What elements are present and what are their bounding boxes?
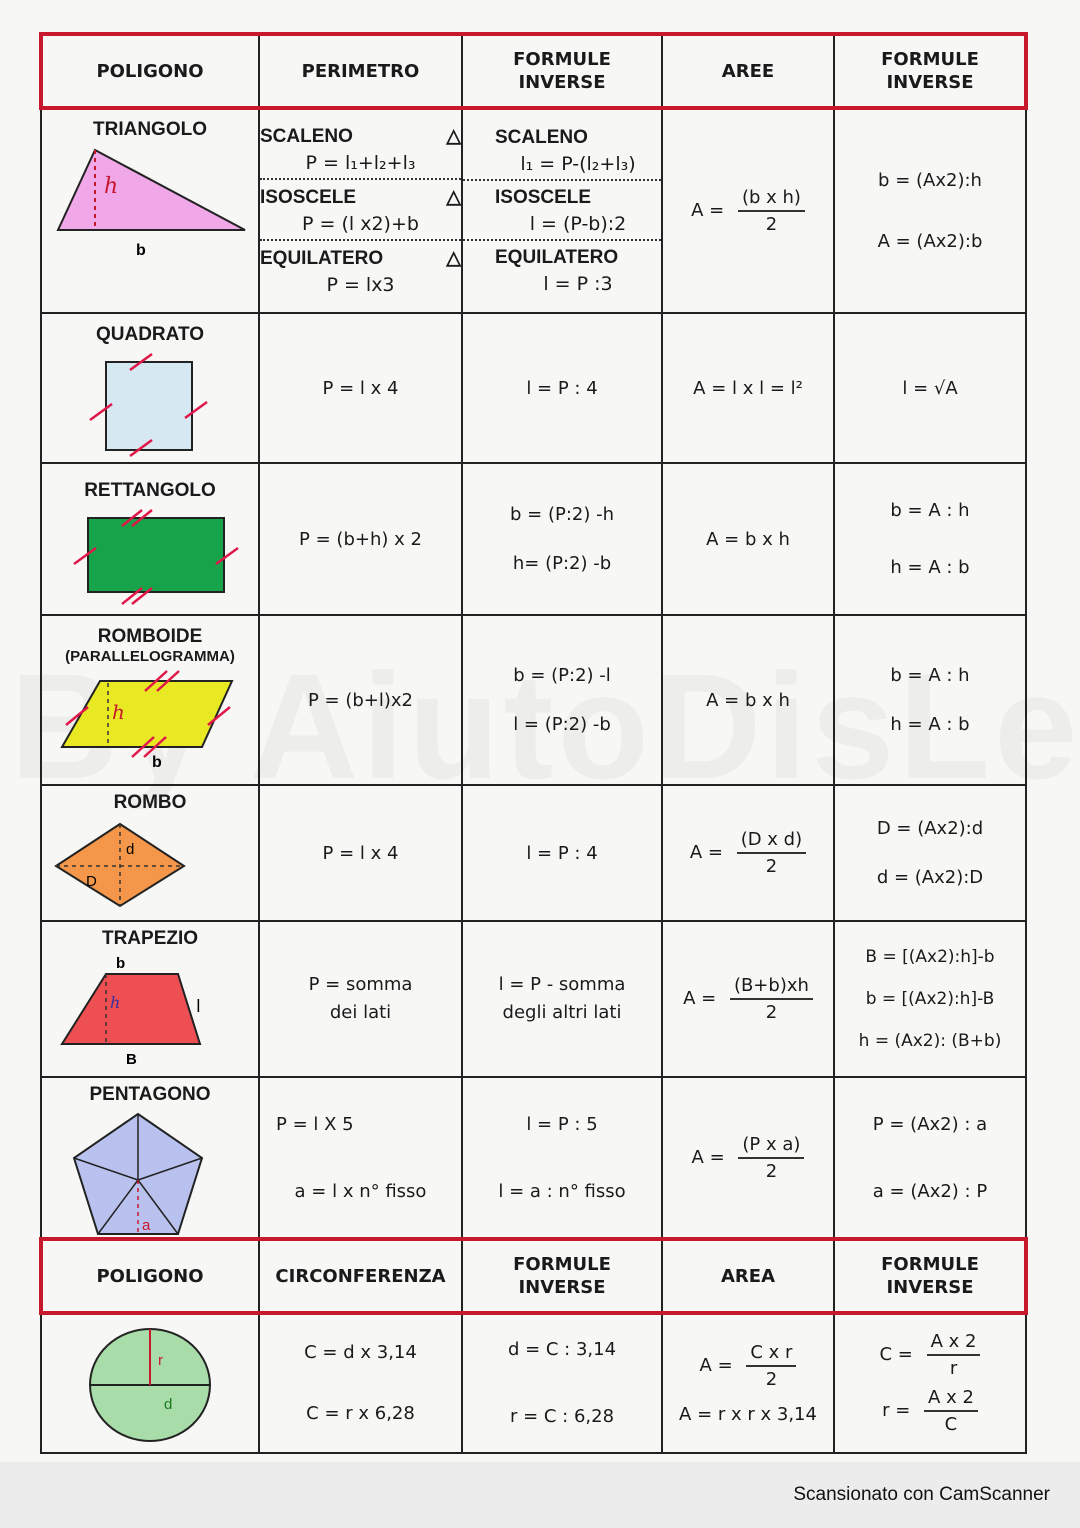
type-scaleno: SCALENO bbox=[260, 125, 353, 147]
perimeter-rombo: P = l x 4 bbox=[259, 785, 462, 921]
row-pentagono bbox=[41, 1077, 1026, 1239]
svg-text:h: h bbox=[104, 174, 119, 199]
rectangle-icon bbox=[50, 506, 250, 606]
shape-cell-romboide bbox=[41, 615, 259, 785]
area-prefix: A = bbox=[691, 199, 725, 221]
shape-name: ROMBO bbox=[113, 792, 187, 813]
inverse-2: h= (P:2) -b bbox=[512, 553, 612, 574]
triangle-icon bbox=[50, 145, 250, 255]
area-pentagono bbox=[662, 1077, 834, 1239]
row-triangolo bbox=[41, 108, 1026, 313]
perimeter-trapezio bbox=[259, 921, 462, 1077]
isosceles-triangle-icon: △ bbox=[446, 187, 461, 208]
circle-area-inverse-1 bbox=[835, 1331, 1025, 1379]
svg-text:B: B bbox=[126, 1051, 137, 1068]
denominator: 2 bbox=[765, 856, 778, 877]
inverse-trapezio bbox=[462, 921, 662, 1077]
inverse-type-equilatero: EQUILATERO bbox=[495, 246, 619, 268]
parallelogram-icon bbox=[50, 669, 250, 769]
type-equilatero: EQUILATERO bbox=[260, 247, 384, 269]
inverse-fraction bbox=[924, 1387, 978, 1435]
circumference-2: C = r x 6,28 bbox=[306, 1403, 415, 1424]
svg-text:r: r bbox=[158, 1352, 163, 1369]
scanner-footer: Scansionato con CamScanner bbox=[793, 1484, 1050, 1505]
area-inverse-1: P = (Ax2) : a bbox=[872, 1114, 988, 1135]
shape-cell-triangolo bbox=[41, 108, 259, 313]
pentagon-icon bbox=[50, 1110, 250, 1238]
circle-inverse-cell bbox=[462, 1313, 662, 1453]
area-fraction bbox=[746, 1342, 796, 1390]
triangle-area-cell bbox=[662, 108, 834, 313]
shape-name: ROMBOIDE bbox=[97, 626, 203, 647]
inverse-1: b = (P:2) -l bbox=[513, 665, 611, 686]
triangle-area-inverse-cell bbox=[834, 108, 1026, 313]
area-inverse-2: h = A : b bbox=[890, 714, 970, 735]
header-area: AREA bbox=[662, 1239, 834, 1313]
area-fraction bbox=[737, 829, 806, 877]
area-inverse-rettangolo bbox=[834, 463, 1026, 615]
circumference-cell bbox=[259, 1313, 462, 1453]
area-fraction bbox=[738, 1134, 804, 1182]
inverse-type-isoscele: ISOSCELE bbox=[495, 186, 592, 208]
numerator: A x 2 bbox=[924, 1387, 978, 1412]
inverse-line-1: l = P : 5 bbox=[526, 1114, 598, 1135]
svg-text:b: b bbox=[152, 754, 162, 769]
row-rombo bbox=[41, 785, 1026, 921]
area-inverse-trapezio bbox=[834, 921, 1026, 1077]
perimeter-pentagono bbox=[259, 1077, 462, 1239]
area-trapezio bbox=[662, 921, 834, 1077]
shape-cell-pentagono bbox=[41, 1077, 259, 1239]
numerator: C x r bbox=[746, 1342, 796, 1367]
inverse-scaleno: l₁ = P-(l₂+l₃) bbox=[520, 152, 636, 175]
area-inverse-romboide bbox=[834, 615, 1026, 785]
perimeter-equilatero: P = lx3 bbox=[326, 274, 395, 296]
area-rombo bbox=[662, 785, 834, 921]
svg-text:a: a bbox=[142, 1217, 151, 1234]
circle-inverse-2: r = C : 6,28 bbox=[509, 1406, 615, 1427]
type-isoscele: ISOSCELE bbox=[260, 186, 357, 208]
circle-inverse-1: d = C : 3,14 bbox=[507, 1339, 617, 1360]
inverse-line-1: l = P - somma bbox=[498, 974, 626, 995]
perimeter-rettangolo: P = (b+h) x 2 bbox=[259, 463, 462, 615]
circle-area-inverse-cell bbox=[834, 1313, 1026, 1453]
circle-icon bbox=[50, 1325, 250, 1445]
header-aree: AREE bbox=[662, 34, 834, 108]
inverse-prefix: r = bbox=[882, 1400, 911, 1421]
row-cerchio bbox=[41, 1313, 1026, 1453]
area-inverse-quadrato: l = √A bbox=[834, 313, 1026, 463]
header-formule-inverse: FORMULE INVERSE bbox=[462, 34, 662, 108]
circle-area-cell bbox=[662, 1313, 834, 1453]
shape-cell-quadrato bbox=[41, 313, 259, 463]
svg-text:d: d bbox=[126, 841, 135, 858]
shape-name: QUADRATO bbox=[95, 324, 205, 345]
header-circonferenza: CIRCONFERENZA bbox=[259, 1239, 462, 1313]
area-inverse-1: b = A : h bbox=[890, 665, 970, 686]
inverse-quadrato: l = P : 4 bbox=[462, 313, 662, 463]
area-prefix: A = bbox=[691, 1147, 725, 1168]
inverse-line-2: degli altri lati bbox=[502, 1002, 622, 1023]
inverse-fraction bbox=[927, 1331, 981, 1379]
perimeter-line-1: P = somma bbox=[308, 974, 413, 995]
perimeter-scaleno: P = l₁+l₂+l₃ bbox=[305, 152, 416, 174]
circle-area-2: A = r x r x 3,14 bbox=[679, 1403, 817, 1425]
perimeter-line-2: a = l x n° fisso bbox=[294, 1181, 427, 1202]
header-perimetro: PERIMETRO bbox=[259, 34, 462, 108]
scalene-triangle-icon: △ bbox=[446, 126, 461, 147]
area-inverse-2: A = (Ax2):b bbox=[877, 230, 983, 252]
area-romboide: A = b x h bbox=[662, 615, 834, 785]
perimeter-line-2: dei lati bbox=[329, 1002, 392, 1023]
shape-cell-rombo bbox=[41, 785, 259, 921]
header-formule-inverse-aree: FORMULE INVERSE bbox=[834, 34, 1026, 108]
triangle-inverse-cell bbox=[462, 108, 662, 313]
perimeter-line-1: P = l X 5 bbox=[276, 1114, 354, 1135]
circumference-1: C = d x 3,14 bbox=[304, 1342, 417, 1363]
rhombus-icon bbox=[50, 818, 250, 910]
shape-name: TRAPEZIO bbox=[101, 928, 199, 949]
triangle-perimeter-cell bbox=[259, 108, 462, 313]
perimeter-isoscele: P = (l x2)+b bbox=[302, 213, 419, 235]
svg-text:D: D bbox=[86, 873, 97, 890]
equilateral-triangle-icon: △ bbox=[446, 248, 461, 269]
svg-text:h: h bbox=[112, 700, 125, 724]
header-poligono-circle: POLIGONO bbox=[41, 1239, 259, 1313]
numerator: (b x h) bbox=[738, 187, 805, 212]
area-inverse-1: b = (Ax2):h bbox=[878, 169, 982, 191]
area-inverse-2: a = (Ax2) : P bbox=[872, 1181, 988, 1202]
inverse-rombo: l = P : 4 bbox=[462, 785, 662, 921]
inverse-line-2: l = a : n° fisso bbox=[498, 1181, 626, 1202]
row-trapezio bbox=[41, 921, 1026, 1077]
shape-cell-rettangolo bbox=[41, 463, 259, 615]
inverse-romboide bbox=[462, 615, 662, 785]
inverse-type-scaleno: SCALENO bbox=[495, 126, 588, 148]
row-rettangolo bbox=[41, 463, 1026, 615]
svg-text:d: d bbox=[164, 1396, 173, 1413]
area-inverse-1: B = [(Ax2):h]-b bbox=[865, 947, 995, 967]
inverse-rettangolo bbox=[462, 463, 662, 615]
area-quadrato: A = l x l = l² bbox=[662, 313, 834, 463]
inverse-isoscele: l = (P-b):2 bbox=[529, 212, 627, 235]
denominator: r bbox=[949, 1358, 958, 1379]
area-inverse-rombo bbox=[834, 785, 1026, 921]
header-row bbox=[41, 34, 1026, 108]
denominator: 2 bbox=[765, 1368, 778, 1390]
shape-subname: (PARALLELOGRAMMA) bbox=[65, 648, 235, 665]
area-inverse-3: h = (Ax2): (B+b) bbox=[858, 1031, 1002, 1051]
svg-text:h: h bbox=[110, 993, 121, 1012]
header-formule-inverse-circle: FORMULE INVERSE bbox=[462, 1239, 662, 1313]
numerator: (D x d) bbox=[737, 829, 806, 854]
svg-text:b: b bbox=[116, 955, 126, 972]
perimeter-quadrato: P = l x 4 bbox=[259, 313, 462, 463]
header-poligono: POLIGONO bbox=[41, 34, 259, 108]
svg-text:l: l bbox=[196, 997, 201, 1017]
row-quadrato bbox=[41, 313, 1026, 463]
area-inverse-2: b = [(Ax2):h]-B bbox=[865, 989, 995, 1009]
area-inverse-1: b = A : h bbox=[890, 500, 970, 521]
inverse-2: l = (P:2) -b bbox=[513, 714, 611, 735]
shape-name: RETTANGOLO bbox=[84, 480, 216, 501]
circle-area-inverse-2 bbox=[835, 1387, 1025, 1435]
denominator: 2 bbox=[765, 1161, 778, 1182]
denominator: 2 bbox=[765, 1002, 778, 1023]
numerator: A x 2 bbox=[927, 1331, 981, 1356]
shape-name: TRIANGOLO bbox=[93, 119, 207, 140]
area-fraction bbox=[738, 187, 805, 235]
shape-cell-trapezio bbox=[41, 921, 259, 1077]
shape-name: PENTAGONO bbox=[89, 1084, 211, 1105]
inverse-prefix: C = bbox=[879, 1344, 913, 1365]
trapezoid-icon bbox=[50, 954, 250, 1070]
denominator: 2 bbox=[765, 213, 778, 235]
inverse-pentagono bbox=[462, 1077, 662, 1239]
shape-cell-cerchio bbox=[41, 1313, 259, 1453]
numerator: (B+b)xh bbox=[730, 975, 813, 1000]
area-prefix: A = bbox=[689, 842, 723, 863]
circle-header-row bbox=[41, 1239, 1026, 1313]
header-formule-inverse-area: FORMULE INVERSE bbox=[834, 1239, 1026, 1313]
area-prefix: A = bbox=[683, 988, 717, 1009]
perimeter-romboide: P = (b+l)x2 bbox=[259, 615, 462, 785]
area-fraction bbox=[730, 975, 813, 1023]
inverse-equilatero: l = P :3 bbox=[543, 272, 613, 295]
square-icon bbox=[50, 350, 250, 460]
area-inverse-pentagono bbox=[834, 1077, 1026, 1239]
circle-area-1 bbox=[663, 1342, 833, 1390]
numerator: (P x a) bbox=[738, 1134, 804, 1159]
row-romboide bbox=[41, 615, 1026, 785]
area-inverse-1: D = (Ax2):d bbox=[876, 818, 984, 839]
formula-table bbox=[40, 33, 1027, 1454]
area-inverse-2: d = (Ax2):D bbox=[876, 867, 984, 888]
area-inverse-2: h = A : b bbox=[890, 557, 970, 578]
area-prefix: A = bbox=[699, 1354, 733, 1376]
denominator: C bbox=[944, 1414, 958, 1435]
inverse-1: b = (P:2) -h bbox=[510, 504, 614, 525]
svg-text:b: b bbox=[136, 242, 146, 255]
area-rettangolo: A = b x h bbox=[662, 463, 834, 615]
